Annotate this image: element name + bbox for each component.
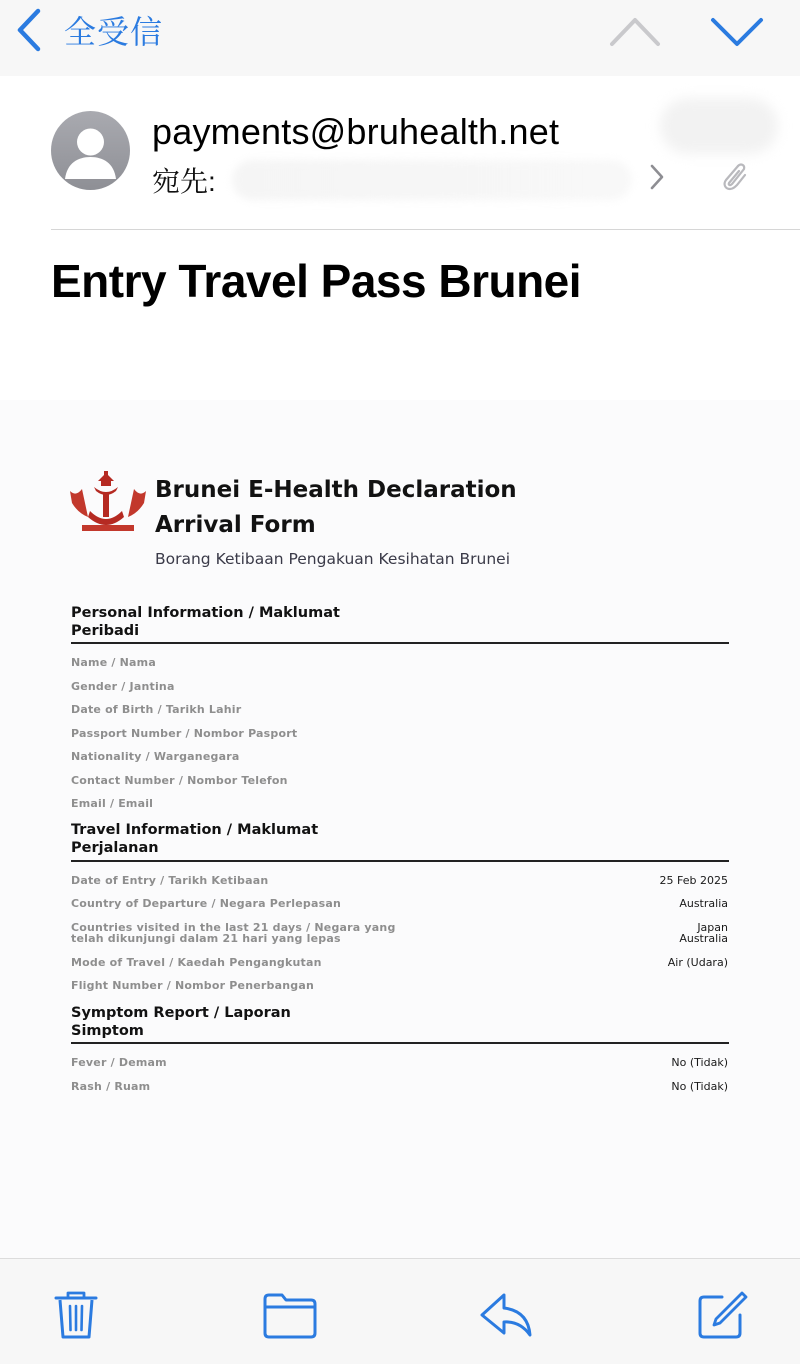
to-label: 宛先: <box>152 166 216 197</box>
recipients-redacted <box>232 160 632 200</box>
chevron-left-icon <box>14 7 44 53</box>
field-label: Email / Email <box>71 797 154 810</box>
section-title-personal: Personal Information / Maklumat Peribadi <box>71 605 340 639</box>
field-label: Nationality / Warganegara <box>71 750 240 763</box>
field-label: Countries visited in the last 21 days / Negara yang telah dikunjungi dalam 21 hari yang lepas <box>71 921 396 945</box>
field-value: No (Tidak) <box>671 1056 728 1069</box>
folder-icon[interactable] <box>262 1289 318 1341</box>
field-label: Flight Number / Nombor Penerbangan <box>71 979 314 992</box>
subject-title: Entry Travel Pass Brunei <box>51 255 582 307</box>
back-label: 全受信 <box>64 14 164 50</box>
field-label: Passport Number / Nombor Pasport <box>71 727 298 740</box>
section-title-travel: Travel Information / Maklumat Perjalanan <box>71 822 319 856</box>
section-divider <box>71 642 729 644</box>
compose-icon[interactable] <box>696 1289 748 1341</box>
section-divider <box>71 860 729 862</box>
paperclip-icon <box>718 160 748 194</box>
form-subtitle: Borang Ketibaan Pengakuan Kesihatan Brunei <box>155 550 510 568</box>
reply-icon[interactable] <box>478 1289 534 1341</box>
chevron-down-icon[interactable] <box>708 12 766 52</box>
section-divider <box>71 1042 729 1044</box>
field-label: Date of Entry / Tarikh Ketibaan <box>71 874 269 887</box>
form-image <box>0 400 800 1258</box>
field-label: Rash / Ruam <box>71 1080 151 1093</box>
date-redacted <box>660 98 778 154</box>
bottom-toolbar <box>0 1258 800 1364</box>
field-value: Australia <box>679 897 728 910</box>
field-value: No (Tidak) <box>671 1080 728 1093</box>
field-label: Date of Birth / Tarikh Lahir <box>71 703 242 716</box>
chevron-up-icon[interactable] <box>608 12 662 52</box>
field-value: 25 Feb 2025 <box>659 874 728 887</box>
field-label: Gender / Jantina <box>71 680 175 693</box>
field-label: Mode of Travel / Kaedah Pengangkutan <box>71 956 322 969</box>
header-divider <box>51 229 800 230</box>
sender-address[interactable]: payments@bruhealth.net <box>152 111 560 152</box>
brunei-crest-icon <box>68 467 148 537</box>
field-label: Fever / Demam <box>71 1056 167 1069</box>
back-button[interactable] <box>14 4 163 56</box>
person-icon <box>51 111 130 190</box>
avatar[interactable] <box>51 111 130 190</box>
field-value: Japan Australia <box>679 921 728 945</box>
field-value: Air (Udara) <box>667 956 728 969</box>
trash-icon[interactable] <box>50 1289 102 1341</box>
field-label: Contact Number / Nombor Telefon <box>71 774 288 787</box>
form-title: Brunei E-Health Declaration Arrival Form <box>155 477 517 538</box>
chevron-right-icon[interactable] <box>648 163 666 191</box>
field-label: Name / Nama <box>71 656 156 669</box>
navigation-bar <box>0 0 800 76</box>
section-title-symptom: Symptom Report / Laporan Simptom <box>71 1005 291 1039</box>
field-label: Country of Departure / Negara Perlepasan <box>71 897 342 910</box>
